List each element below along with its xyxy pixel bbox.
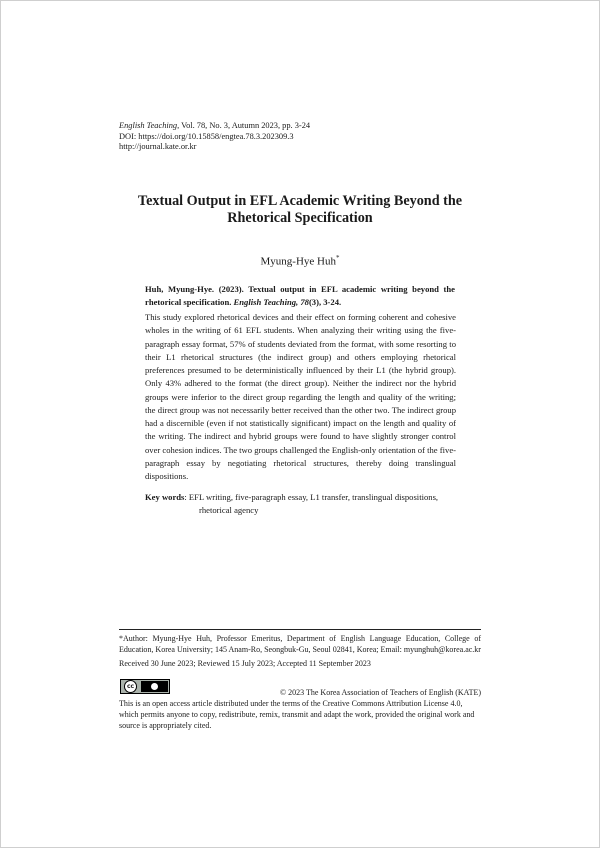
footnote-divider [119,629,481,630]
journal-citation-line [119,121,489,132]
citation-block [145,283,455,309]
author-footnote: *Author: Myung-Hye Huh, Professor Emeritus, Department of English Language Education, College of Education, Korea University; 145 Anam-Ro, Seongbuk-Gu, Seoul 02841, Korea; Email: myunghuh@korea.ac.kr [119,634,481,654]
article-title: Textual Output in EFL Academic Writing Beyond the Rhetorical Specification [137,193,463,226]
received-dates: Received 30 June 2023; Reviewed 15 July 2023; Accepted 11 September 2023 [119,659,371,668]
author-line [200,254,400,268]
author-footnote-mark[interactable]: * [335,254,340,262]
journal-name: English Teaching [119,121,178,130]
keywords-block [145,491,456,518]
journal-header [119,121,489,153]
citation-lead: Huh, Myung-Hye. (2023). Textual output in EFL academic writing beyond the rhetorical specification. [145,284,455,308]
volume-info: , Vol. 78, No. 3, Autumn 2023, pp. 3-24 [177,121,311,130]
keywords-label: Key words [145,492,185,502]
citation-journal: English Teaching [233,297,297,308]
cc-icon: cc [124,680,137,693]
citation-volume: , 78 [296,297,309,308]
doi-line[interactable]: DOI: https://doi.org/10.15858/engtea.78.3.202309.3 [119,131,294,141]
keywords-line2: rhetorical agency [199,505,259,516]
license-text: This is an open access article distributed under the terms of the Creative Commons Attribution License 4.0, which permits anyone to copy, redistribute, remix, transmit and adapt the work, provided the original work and source is appropriately cited. [119,699,475,730]
author-name: Myung-Hye Huh [260,255,336,268]
keywords-line1: : EFL writing, five-paragraph essay, L1 transfer, translingual dispositions, [184,492,439,502]
citation-issue-pages: (3), 3-24. [308,297,342,308]
abstract: This study explored rhetorical devices and their effect on forming coherent and cohesive wholes in the writing of 61 EFL students. When analyzing their writing using the five-paragraph essay format, 57% of students deviated from the format, with some resorting to their L1 rhetorical structures (the indirect group) and others employing rhetorical preferences presumed to be deterministically influenced by their L1 (the hybrid group). Only 43% adhered to the format (the direct group). Neither the indirect nor the hybrid groups were inferior to the direct group regarding the length and quality of the writing; the direct group was not necessarily better received than the other two. The indirect group had a discernible (even if not statistically significant) impact on the length and quality of the writing. The indirect and hybrid groups were found to have slightly stronger control over cohesion indices. The two groups challenged the English-only orientation of the five-paragraph essay by negotiating rhetorical structures, thereby doing translingual dispositions. [145,312,456,481]
journal-url[interactable]: http://journal.kate.or.kr [119,142,197,152]
copyright-line: © 2023 The Korea Association of Teachers of English (KATE) [280,688,481,697]
